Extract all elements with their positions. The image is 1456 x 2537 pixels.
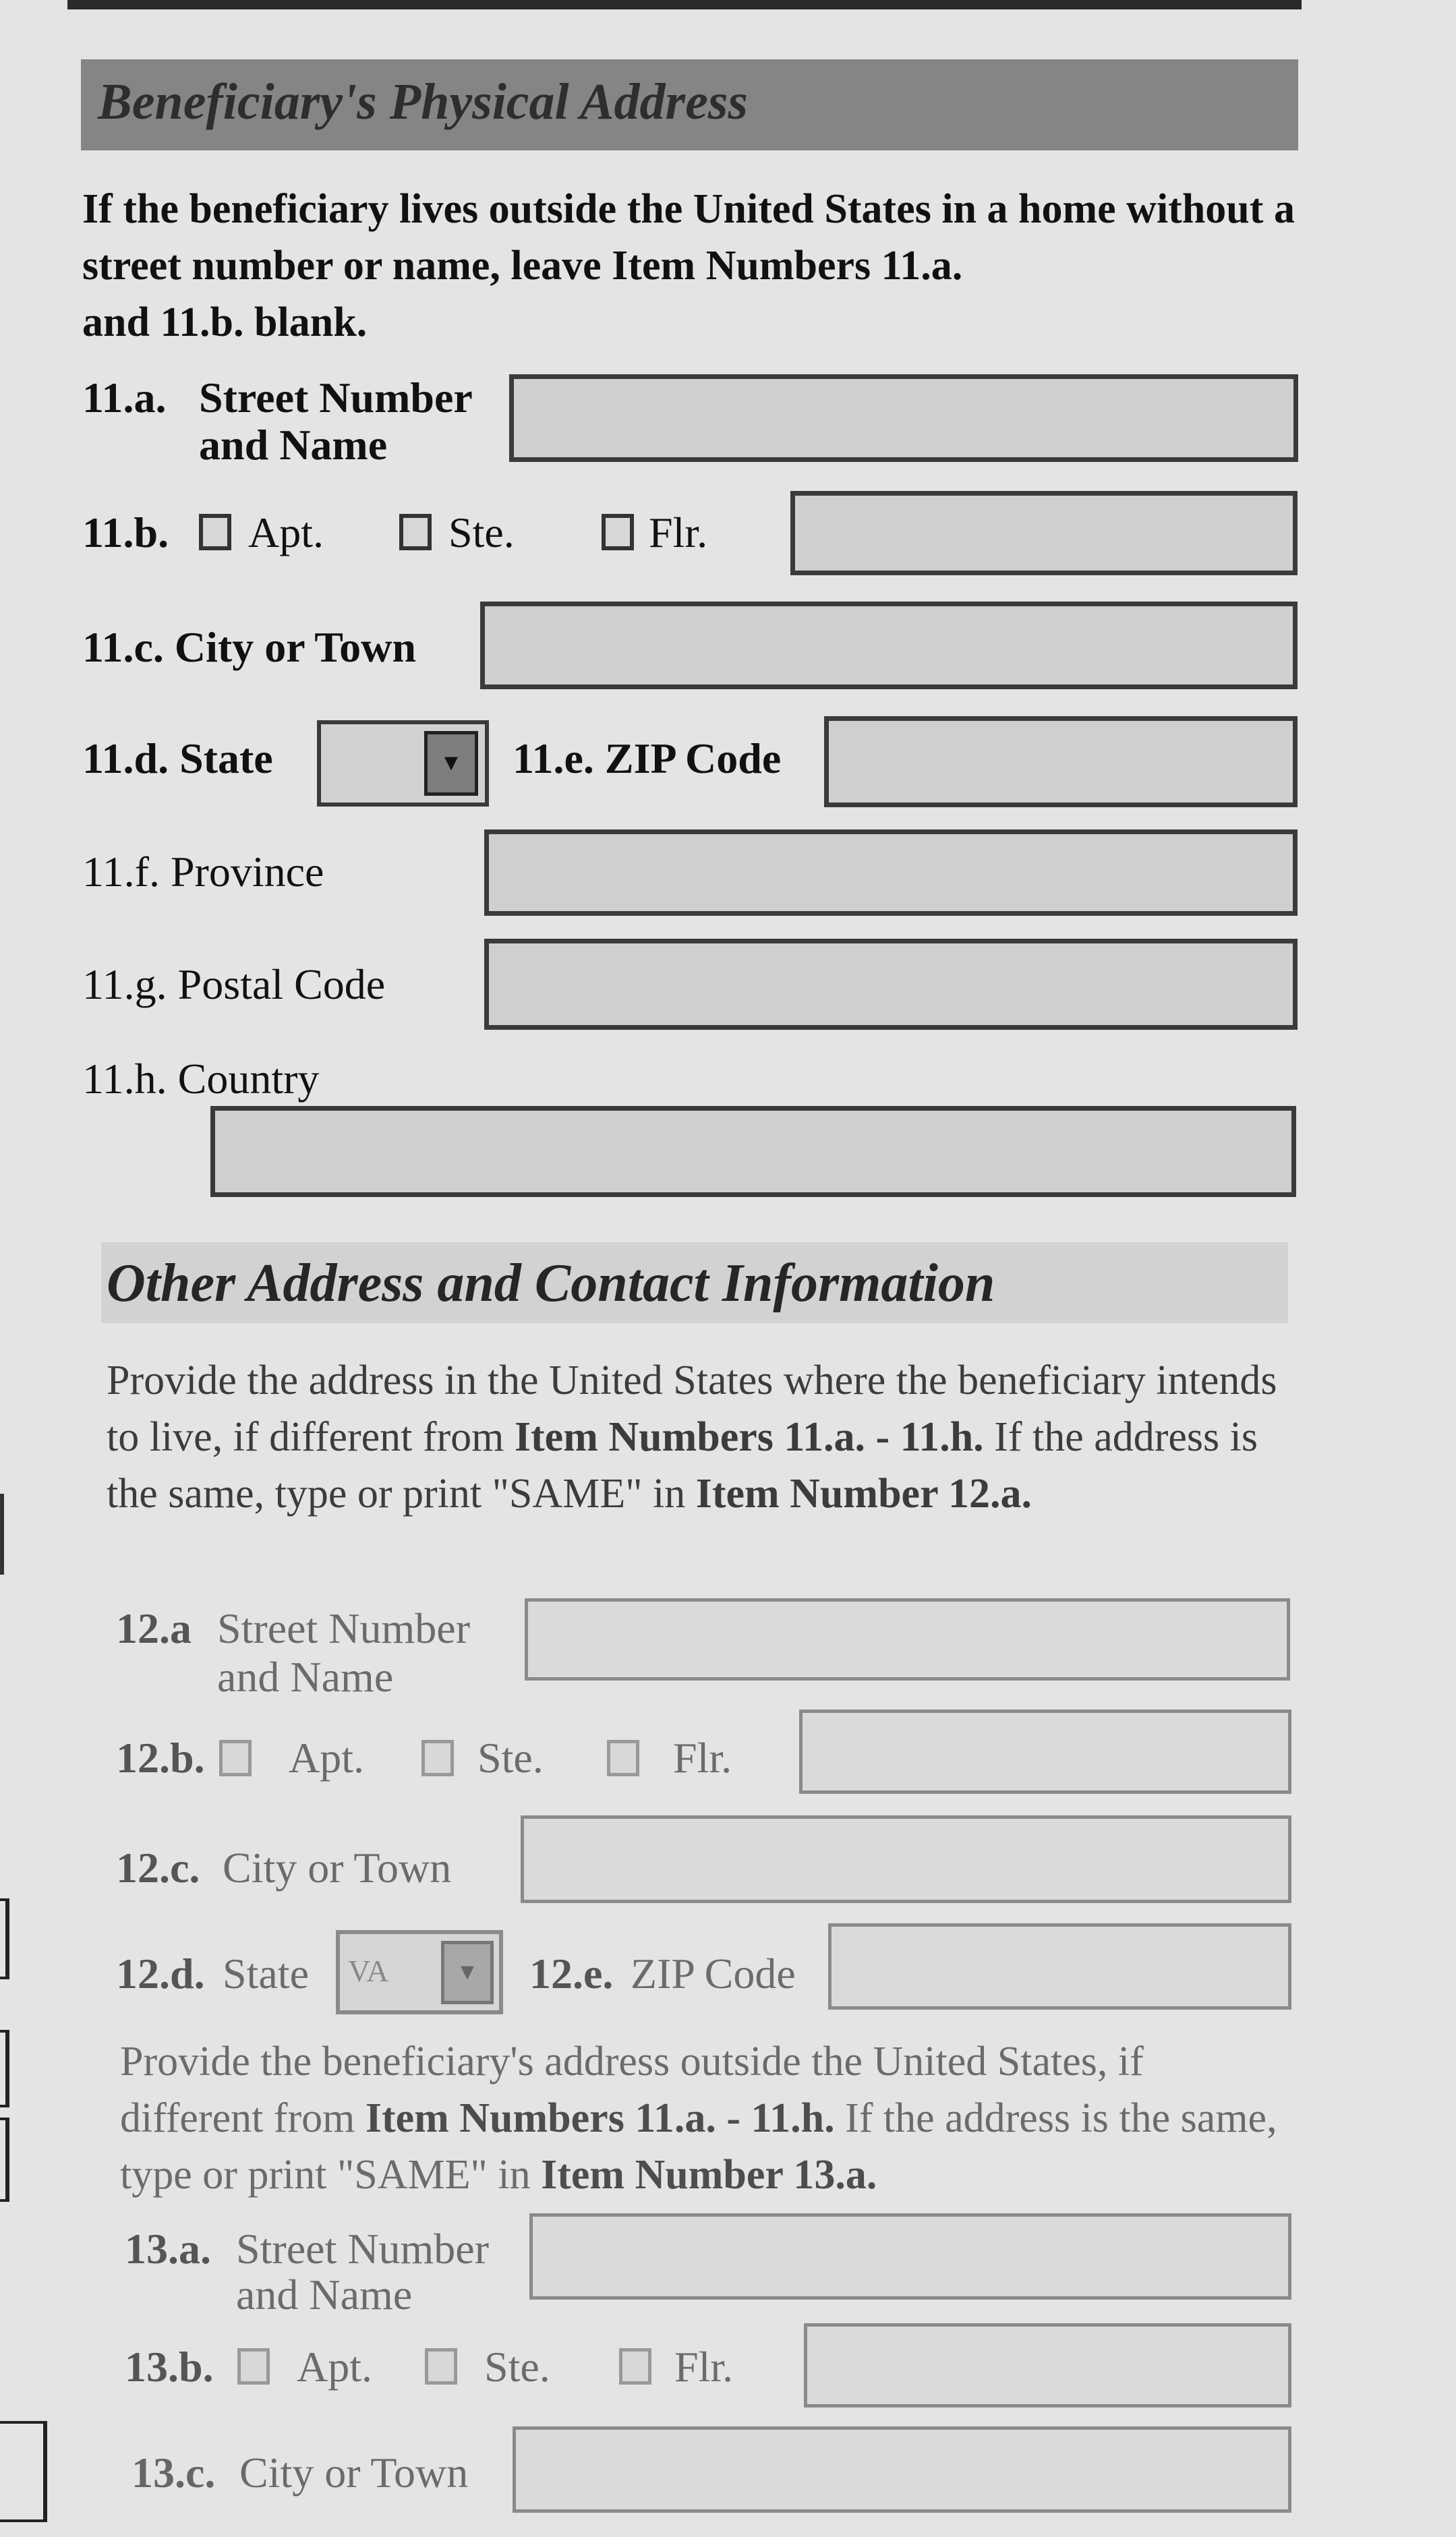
label-12c: City or Town (223, 1844, 452, 1892)
apt-label-12b: Apt. (289, 1734, 364, 1782)
label-13a-num: 13.a. (125, 2225, 211, 2273)
label-11a-num: 11.a. (82, 374, 167, 421)
instruction-11-bold2: 11.b. (160, 299, 244, 345)
country-input-11h[interactable] (210, 1106, 1296, 1197)
zip-code-input-11e[interactable] (824, 716, 1298, 807)
city-or-town-input-12c[interactable] (521, 1815, 1291, 1903)
instruction-12-bold1: Item Numbers 11.a. - 11.h. (514, 1414, 984, 1460)
label-12e-num: 12.e. (529, 1950, 614, 1997)
label-13c-num: 13.c. (132, 2449, 216, 2497)
state-select-12d[interactable] (336, 1930, 503, 2014)
flr-label-11b: Flr. (649, 508, 708, 556)
adjacent-field-edge (0, 1494, 4, 1575)
instruction-12 (107, 1352, 1293, 1522)
label-11b-num: 11.b. (82, 508, 169, 556)
adjacent-field-edge (0, 1898, 9, 1979)
ste-checkbox-12b[interactable] (421, 1740, 454, 1776)
label-11h: 11.h. Country (82, 1055, 320, 1103)
apt-checkbox-12b[interactable] (219, 1740, 252, 1776)
instruction-11-text: If the beneficiary lives outside the United States in a home without a street number or name, leave (82, 186, 1295, 289)
adjacent-field-edge (0, 2030, 9, 2107)
label-12a-line2: and Name (217, 1653, 394, 1701)
label-11f: 11.f. Province (82, 848, 324, 896)
chevron-down-icon[interactable]: ▼ (424, 731, 478, 796)
label-12d: State (223, 1950, 309, 1997)
chevron-down-icon[interactable]: ▼ (441, 1941, 494, 2004)
flr-label-13b: Flr. (674, 2343, 734, 2391)
ste-label-13b: Ste. (484, 2343, 550, 2391)
label-12a-line1: Street Number (217, 1604, 470, 1652)
instruction-13-text2: If the address is the same, type or print "SAME" in (120, 2095, 1277, 2198)
label-12a-num: 12.a (116, 1604, 192, 1652)
zip-code-input-12e[interactable] (828, 1923, 1291, 2010)
label-12c-num: 12.c. (116, 1844, 200, 1892)
flr-checkbox-13b[interactable] (619, 2348, 651, 2385)
flr-label-12b: Flr. (673, 1734, 732, 1782)
label-12e: ZIP Code (631, 1950, 796, 1997)
ste-checkbox-11b[interactable] (399, 514, 432, 550)
flr-checkbox-12b[interactable] (607, 1740, 639, 1776)
label-11c: 11.c. City or Town (82, 623, 416, 671)
apt-ste-flr-number-input-12b[interactable] (799, 1710, 1291, 1794)
apt-label-13b: Apt. (297, 2343, 372, 2391)
apt-ste-flr-number-input-11b[interactable] (790, 491, 1298, 575)
label-11e: 11.e. ZIP Code (513, 734, 782, 782)
label-13a-line2: and Name (236, 2271, 413, 2319)
section-title-other-address: Other Address and Contact Information (107, 1254, 995, 1313)
instruction-13-bold1: Item Numbers 11.a. - 11.h. (365, 2095, 835, 2141)
adjacent-field-edge (0, 2421, 47, 2522)
ste-checkbox-13b[interactable] (425, 2348, 457, 2385)
adjacent-field-edge (0, 2118, 9, 2202)
city-or-town-input-11c[interactable] (480, 602, 1298, 689)
state-select-11d[interactable] (317, 720, 489, 807)
apt-checkbox-13b[interactable] (237, 2348, 270, 2385)
label-12d-num: 12.d. (116, 1950, 205, 1997)
section-title-physical-address: Beneficiary's Physical Address (98, 74, 748, 130)
ste-label-12b: Ste. (477, 1734, 544, 1782)
apt-ste-flr-number-input-13b[interactable] (804, 2323, 1291, 2408)
label-11g: 11.g. Postal Code (82, 960, 386, 1008)
instruction-11 (82, 181, 1296, 351)
state-select-12d-value: VA (348, 1954, 389, 1988)
instruction-12-text2: If the address is the same, type or print "SAME" in (107, 1414, 1258, 1517)
instruction-11-text3: blank. (243, 299, 368, 345)
instruction-13 (120, 2033, 1293, 2203)
instruction-13-bold2: Item Number 13.a. (541, 2152, 877, 2198)
instruction-12-text: Provide the address in the United States where the beneficiary intends to live, if different from (107, 1358, 1277, 1460)
label-13c: City or Town (239, 2449, 469, 2497)
instruction-11-text2: and (82, 299, 161, 345)
instruction-12-bold2: Item Number 12.a. (695, 1471, 1032, 1517)
postal-code-input-11g[interactable] (484, 939, 1298, 1030)
apt-label-11b: Apt. (248, 508, 324, 556)
label-13b-num: 13.b. (125, 2343, 214, 2391)
label-13a-line1: Street Number (236, 2225, 489, 2273)
flr-checkbox-11b[interactable] (602, 514, 634, 550)
apt-checkbox-11b[interactable] (199, 514, 231, 550)
top-border (67, 0, 1302, 9)
street-number-name-input-11a[interactable] (509, 374, 1298, 462)
label-11a-line2: and Name (199, 421, 388, 469)
province-input-11f[interactable] (484, 829, 1298, 916)
ste-label-11b: Ste. (448, 508, 515, 556)
city-or-town-input-13c[interactable] (513, 2426, 1291, 2513)
instruction-13-text: Provide the beneficiary's address outside the United States, if different from (120, 2039, 1144, 2141)
label-12b-num: 12.b. (116, 1734, 205, 1782)
street-number-name-input-13a[interactable] (529, 2213, 1291, 2300)
label-11d: 11.d. State (82, 734, 273, 782)
label-11a-line1: Street Number (199, 374, 473, 421)
instruction-11-bold1: Item Numbers 11.a. (612, 243, 963, 289)
street-number-name-input-12a[interactable] (525, 1598, 1290, 1681)
